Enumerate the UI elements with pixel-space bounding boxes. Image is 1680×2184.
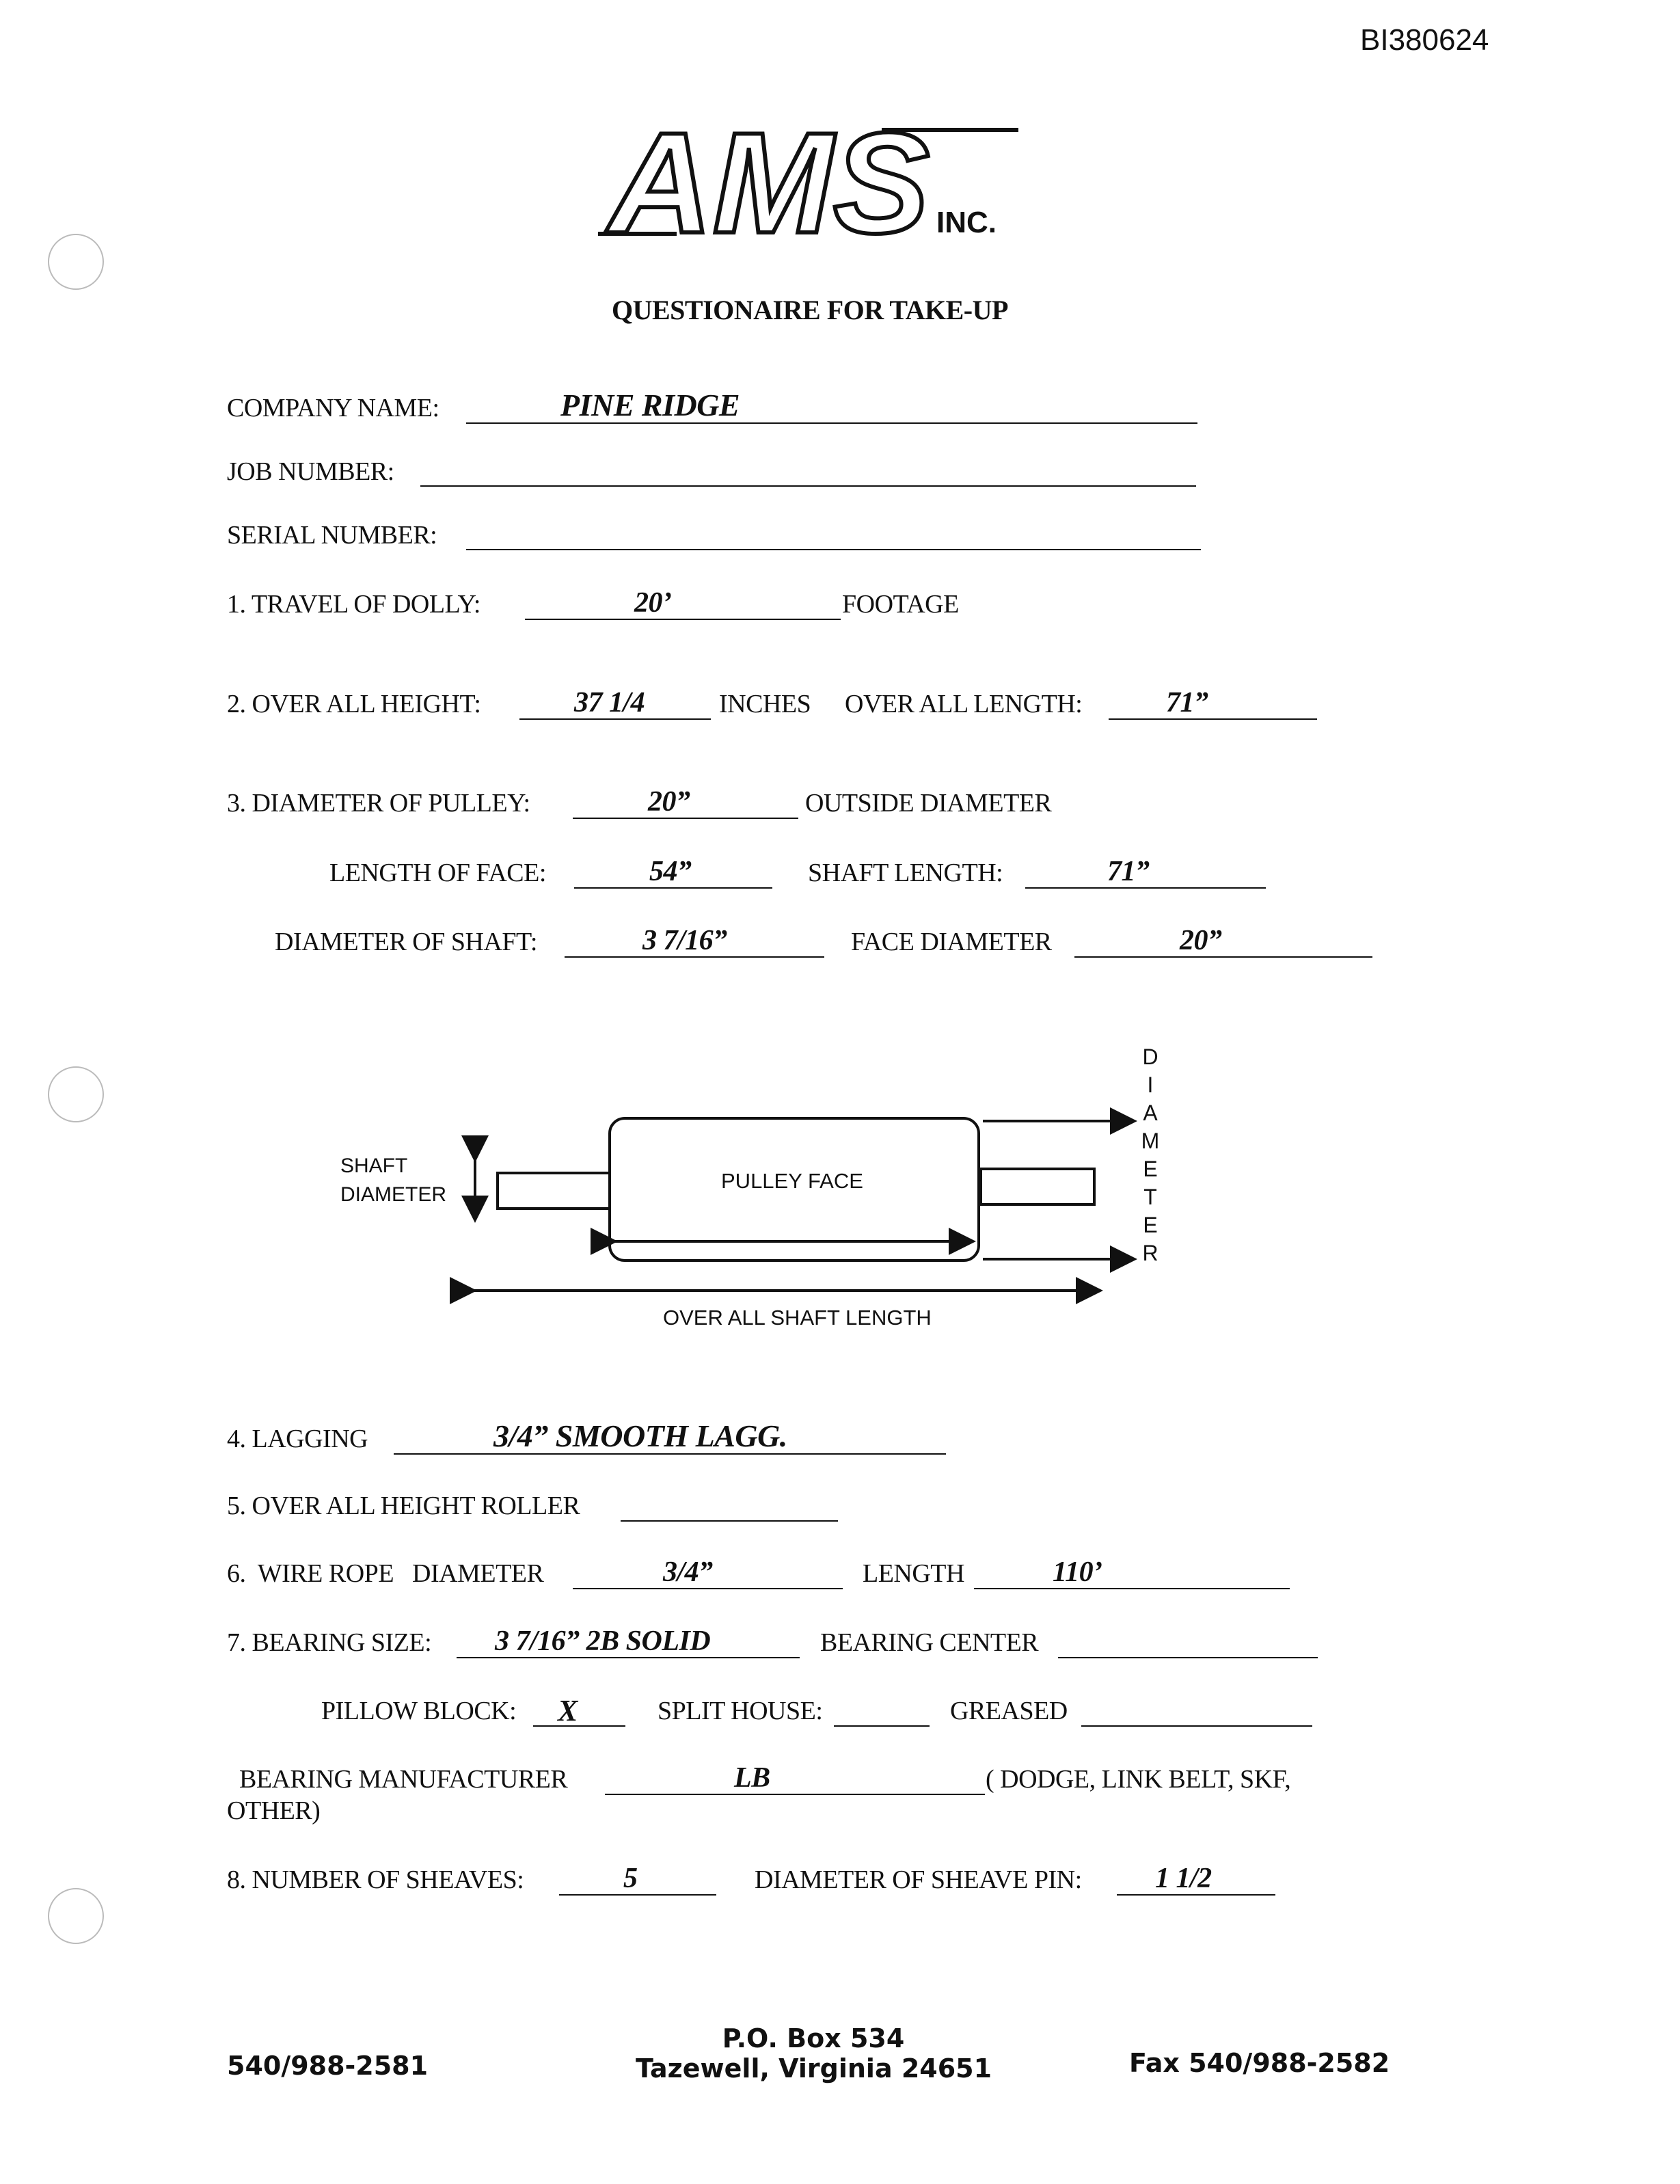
- q6-line2: [974, 1588, 1290, 1589]
- company-name-value: PINE RIDGE: [560, 388, 740, 422]
- face-diameter-line: [1074, 956, 1372, 958]
- diameter-letter: T: [1143, 1185, 1157, 1209]
- q7-label2: BEARING CENTER: [820, 1628, 1039, 1657]
- shaft-diameter-label: DIAMETER OF SHAFT:: [275, 928, 537, 956]
- q1-unit: FOOTAGE: [842, 590, 959, 619]
- bearing-mfr-label: BEARING MANUFACTURER: [239, 1765, 568, 1794]
- footer-phone: 540/988-2581: [227, 2051, 429, 2081]
- q2-value2: 71”: [1166, 687, 1208, 718]
- q2-line2: [1109, 718, 1317, 720]
- q1-label: 1. TRAVEL OF DOLLY:: [227, 590, 480, 619]
- q7-label: 7. BEARING SIZE:: [227, 1628, 432, 1657]
- diameter-letter: A: [1143, 1101, 1158, 1125]
- q7-line2: [1058, 1657, 1318, 1658]
- greased-line: [1081, 1725, 1312, 1727]
- q3-value: 20”: [648, 786, 690, 818]
- face-length-label: LENGTH OF FACE:: [329, 859, 546, 887]
- shaft-diameter-value: 3 7/16”: [642, 925, 727, 956]
- punch-hole-top: [48, 234, 104, 290]
- face-diameter-label: FACE DIAMETER: [851, 928, 1052, 956]
- job-number-label: JOB NUMBER:: [227, 457, 394, 486]
- q2-value: 37 1/4: [574, 687, 645, 718]
- split-house-line: [834, 1725, 930, 1727]
- q4-label: 4. LAGGING: [227, 1425, 368, 1453]
- split-house-label: SPLIT HOUSE:: [658, 1697, 823, 1725]
- shaft-diameter-caption-line2: DIAMETER: [340, 1183, 447, 1206]
- job-number-line: [420, 485, 1196, 487]
- q2-label2: OVER ALL LENGTH:: [845, 690, 1083, 718]
- q6-value2: 110’: [1053, 1556, 1102, 1588]
- diameter-vertical-label: [1140, 1043, 1161, 1267]
- diameter-letter: R: [1142, 1241, 1159, 1265]
- q2-label: 2. OVER ALL HEIGHT:: [227, 690, 481, 718]
- shaft-length-value: 71”: [1107, 856, 1150, 887]
- svg-text:AMS: AMS: [604, 103, 930, 253]
- shaft-length-label: SHAFT LENGTH:: [808, 859, 1003, 887]
- pillow-block-value: X: [558, 1694, 578, 1727]
- q1-value: 20’: [634, 587, 672, 619]
- footer-address: [636, 2023, 991, 2084]
- q5-label: 5. OVER ALL HEIGHT ROLLER: [227, 1492, 580, 1520]
- punch-hole-bottom: [48, 1888, 104, 1944]
- company-logo: [595, 103, 1032, 253]
- diameter-letter: E: [1143, 1213, 1158, 1237]
- bearing-mfr-options-cont: OTHER): [227, 1796, 321, 1825]
- logo-suffix: INC.: [936, 206, 997, 239]
- diameter-letter: M: [1141, 1129, 1160, 1153]
- q1-line: [525, 619, 841, 620]
- q3-label: 3. DIAMETER OF PULLEY:: [227, 789, 530, 818]
- face-length-value: 54”: [649, 856, 692, 887]
- diameter-letter: E: [1143, 1157, 1158, 1181]
- q8-label: 8. NUMBER OF SHEAVES:: [227, 1865, 524, 1894]
- q7-value: 3 7/16” 2B SOLID: [495, 1626, 711, 1657]
- q3-unit: OUTSIDE DIAMETER: [805, 789, 1052, 818]
- punch-hole-middle: [48, 1066, 104, 1122]
- page-title: QUESTIONAIRE FOR TAKE-UP: [612, 295, 1008, 325]
- q8-line: [559, 1894, 716, 1896]
- pulley-face-caption: PULLEY FACE: [721, 1169, 863, 1193]
- face-diameter-value: 20”: [1180, 925, 1222, 956]
- q8-value: 5: [623, 1863, 638, 1894]
- footer-address-line2: Tazewell, Virginia 24651: [636, 2053, 992, 2084]
- pillow-block-line: [533, 1725, 625, 1727]
- bearing-mfr-options: ( DODGE, LINK BELT, SKF,: [986, 1765, 1291, 1794]
- document-id: BI380624: [1360, 23, 1489, 57]
- q6-label: 6. WIRE ROPE DIAMETER: [227, 1559, 544, 1588]
- overall-shaft-length-caption: OVER ALL SHAFT LENGTH: [663, 1306, 932, 1330]
- pillow-block-label: PILLOW BLOCK:: [321, 1697, 517, 1725]
- q6-value: 3/4”: [663, 1556, 713, 1588]
- bearing-mfr-value: LB: [734, 1762, 770, 1794]
- serial-number-label: SERIAL NUMBER:: [227, 521, 437, 550]
- diameter-letter: D: [1142, 1044, 1159, 1069]
- bearing-mfr-line: [605, 1794, 985, 1795]
- q2-unit: INCHES: [719, 690, 811, 718]
- q5-line: [621, 1520, 838, 1522]
- q6-label2: LENGTH: [863, 1559, 964, 1588]
- pulley-diagram: [328, 1053, 1189, 1353]
- q8-label2: DIAMETER OF SHEAVE PIN:: [755, 1865, 1082, 1894]
- footer-fax: Fax 540/988-2582: [1129, 2048, 1390, 2078]
- greased-label: GREASED: [950, 1697, 1068, 1725]
- footer-address-line1: P.O. Box 534: [722, 2023, 905, 2053]
- shaft-diameter-caption: [340, 1152, 446, 1209]
- q4-value: 3/4” SMOOTH LAGG.: [493, 1418, 787, 1453]
- diameter-letter: I: [1147, 1073, 1154, 1097]
- company-name-label: COMPANY NAME:: [227, 394, 439, 422]
- q8-value2: 1 1/2: [1155, 1863, 1212, 1894]
- shaft-diameter-caption-line1: SHAFT: [340, 1155, 408, 1177]
- serial-number-line: [466, 549, 1201, 550]
